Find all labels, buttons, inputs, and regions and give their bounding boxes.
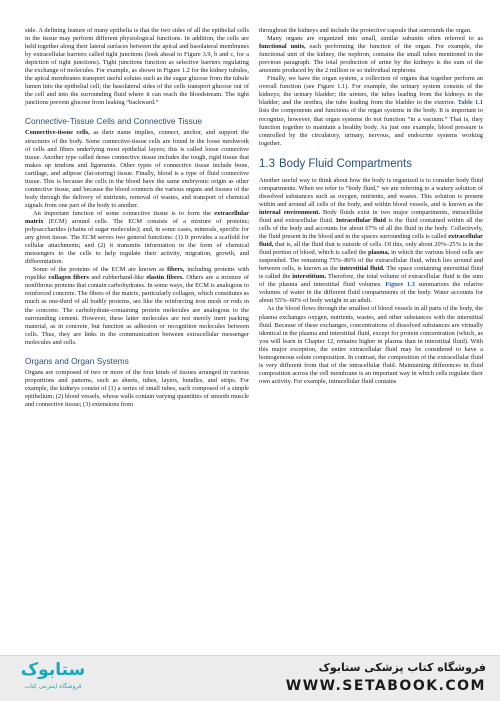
term-functional-units: functional units, bbox=[259, 43, 306, 51]
paragraph-plasma-exchange: As the blood flows through the smallest of blood vessels in all parts of the body, the plasma exchanges oxygen, nutrients, wastes, and other substances with the interstitial fluid. Because of these exchanges, concentrations of dissolved substances are virtually identical in the plasma and interstitial fluid, except for protein concentration (which, as you will learn in Chapter 12, remains higher in plasma than in interstitial fluid). With this major exception, the entire extracellular fluid may be considered to have a homogeneous solute composition. In contrast, the composition of the extracellular fluid is very different from that of the intracellular fluid. Maintaining differences in fluid composition across the cell membrane is an important way in which cells regulate their own activity. For example, intracellular fluid contains bbox=[259, 305, 483, 385]
heading-organs-and-organ-systems: Organs and Organ Systems bbox=[25, 355, 129, 366]
logo-subtitle: فروشگاه اینترنتی کتاب bbox=[24, 683, 82, 690]
paragraph-organ-system: Finally, we have the organ system, a collection of organs that together perform an overall function (see Figure 1.1). For example, the urinary system consists of the kidneys; the urinary bladder; the ureters, the tubes leading from the kidneys to the bladder; and the urethra, the tube leading from the bladder to the exterior. Table 1.1 lists the components and functions of the organ systems in the body. It is important to recognize, however, that organ systems do not function “in a vacuum.” That is, they function together to maintain a healthy body. As just one example, blood pressure is controlled by the circulatory, urinary, nervous, and endocrine systems working together. bbox=[259, 75, 483, 147]
watermark-banner bbox=[0, 655, 500, 701]
paragraph-kidney-continued: throughout the kidneys and include the protective capsule that surrounds the organ. bbox=[259, 27, 472, 34]
term-extracellular-fluid: extracellular fluid, bbox=[259, 233, 483, 249]
paragraph-functional-units: Many organs are organized into small, similar subunits often referred to as functional units, each performing the function of the organ. For example, the functional unit of the kidney, the nephron, contains the small tubes mentioned in the previous paragraph. The total production of urine by the kidneys is the sum of the amounts produced by the 2 million or so individual nephrons. bbox=[259, 35, 483, 75]
term-plasma: plasma, bbox=[368, 249, 390, 257]
paragraph-connective-tissue: Connective-tissue cells, as their name implies, connect, anchor, and support the structures of the body. Some connective-tissue cells are found in the loose meshwork of cells and fibers underlying most epithelial layers; this is called loose connective tissue. Another type called dense connective tissue includes the tough, rigid tissue that makes up tendons and ligaments. Other types of connective tissue include bone, cartilage, and adipose (fat-storing) tissue. Finally, blood is a type of fluid connective tissue. This is because the cells in the blood have the same embryonic origin as other connective tissue, and because the blood connects the various organs and tissues of the body through the delivery of nutrients, removal of wastes, and transport of chemical signals from one part of the body to another. bbox=[25, 129, 249, 209]
figure-1-3-link[interactable]: Figure 1.3 bbox=[385, 281, 415, 289]
term-intracellular-fluid: Intracellular fluid bbox=[335, 216, 386, 224]
section-heading-body-fluid-compartments bbox=[259, 158, 483, 171]
paragraph-fibers: Some of the proteins of the ECM are known as fibers, including proteins with ropelike collagen fibers and rubberband-like elastin fibers. Others are a mixture of nonfibrous proteins that contain carbohydrates. In some ways, the ECM is analogous to reinforced concrete. The fibers of the matrix, particularly collagen, which constitutes as much as one-third of all bodily proteins, are like the reinforcing iron mesh or rods in the concrete. The carbohydrate-containing protein molecules are analogous to the surrounding cement. However, these latter molecules are not merely inert packing material, as in concrete, but function as adhesion or recognition molecules between cells. Thus, they are links in the communication between extracellular messenger molecules and cells. bbox=[25, 266, 249, 346]
table-1-1-link[interactable]: Table 1.1 bbox=[457, 99, 483, 107]
paragraph-extracellular-matrix: An important function of some connective tissue is to form the extracellular matrix (ECM) around cells. The ECM consists of a mixture of proteins; polysaccharides (chains of sugar molecules); and, in some cases, minerals, specific for any given tissue. The ECM serves two general functions: (1) It provides a scaffold for cellular attachments; and (2) it transmits information in the form of chemical messengers to the cells to help regulate their activity, migration, growth, and differentiation. bbox=[25, 209, 249, 266]
store-name: فروشگاه کتاب پزشکی ستابوک bbox=[318, 661, 486, 674]
right-column bbox=[259, 27, 483, 386]
paragraph-body-fluid: Another useful way to think about how the body is organized is to consider body fluid compartments. When we refer to “body fluid,” we are referring to a watery solution of dissolved substances such as oxygen, nutrients, and wastes. This solution is present within and around all cells of the body, and within blood vessels, and is known as the internal environment. Body fluids exist in two major compartments, intracellular fluid and extracellular fluid. Intracellular fluid is the fluid contained within all the cells of the body and accounts for about 67% of all the fluid in the body. Collectively, the fluid present in the blood and in the spaces surrounding cells is called extracellular fluid, that is, all the fluid that is outside of cells. Of this, only about 20%–25% is in the fluid portion of blood, which is called the plasma, in which the various blood cells are suspended. The remaining 75%–80% of the extracellular fluid, which lies around and between cells, is known as the interstitial fluid. The space containing interstitial fluid is called the interstitium. Therefore, the total volume of extracellular fluid is the sum of the plasma and interstitial fluid volumes. Figure 1.3 summarizes the relative volumes of water in the different fluid compartments of the body. Water accounts for about 55%–60% of body weight in an adult. bbox=[259, 176, 483, 305]
term-interstitial-fluid: interstitial fluid. bbox=[339, 265, 385, 273]
paragraph-organs: Organs are composed of two or more of the four kinds of tissues arranged in various proportions and patterns, such as sheets, tubes, layers, bundles, and strips. For example, the kidneys consist of (1) a series of small tubes, each composed of a simple epithelium; (2) blood vessels, whose walls contain varying quantities of smooth muscle and connective tissue; (3) extensions from bbox=[25, 368, 249, 408]
left-column bbox=[25, 27, 249, 409]
setabook-logo bbox=[8, 659, 98, 697]
term-interstitium: interstitium. bbox=[292, 273, 327, 281]
store-url[interactable]: WWW.SETABOOK.COM bbox=[285, 678, 486, 694]
paragraph-epithelia: side. A defining feature of many epithelia is that the two sides of all the epithelial cells in the tissue may perform different physiological functions. In addition, the cells are held together along their lateral surfaces between the apical and basolateral membranes by extracellular barriers called tight junctions (look ahead to Figure 3.9, b and c, for a depiction of tight junctions). Tight junctions function as selective barriers regulating the exchange of molecules. For example, as shown in Figure 1.2 for the kidney tubules, the apical membranes transport useful solutes such as the sugar glucose from the tubule lumen into the epithelial cell; the basolateral sides of the cells transport glucose out of the cell and into the surrounding fluid where it can reach the bloodstream. The tight junctions prevent glucose from leaking “backward.” bbox=[25, 27, 249, 107]
term-elastin-fibers: elastin fibers. bbox=[146, 274, 184, 282]
section-number: 1.3 bbox=[259, 157, 275, 170]
term-fibers: fibers, bbox=[167, 266, 185, 274]
term-collagen-fibers: collagen fibers bbox=[48, 274, 89, 282]
term-extracellular-matrix: extracellular matrix bbox=[25, 209, 249, 225]
term-connective-tissue-cells: Connective-tissue cells, bbox=[25, 129, 90, 137]
section-title: Body Fluid Compartments bbox=[279, 157, 412, 170]
heading-connective-tissue: Connective-Tissue Cells and Connective Tissue bbox=[25, 116, 203, 127]
term-internal-environment: internal environment. bbox=[259, 208, 320, 216]
logo-text: ستابوک bbox=[20, 660, 86, 680]
